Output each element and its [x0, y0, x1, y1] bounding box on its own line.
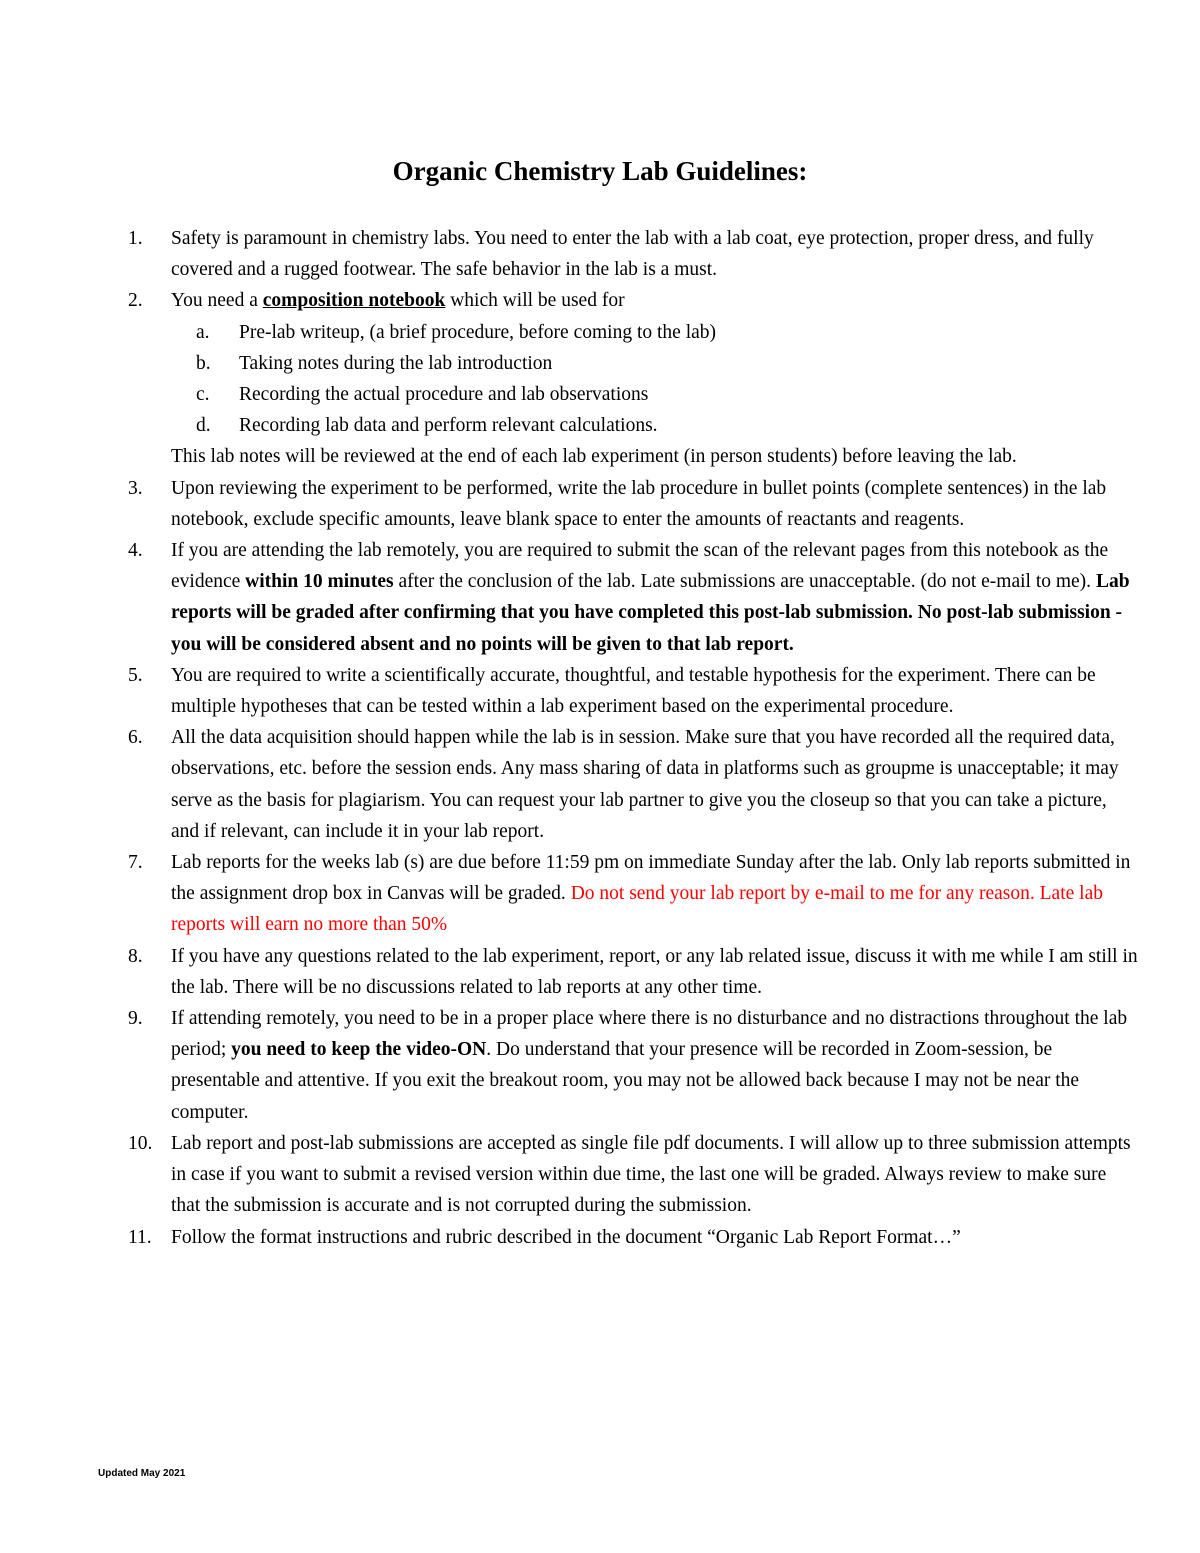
within-10-minutes-emphasis: within 10 minutes — [245, 571, 394, 593]
sub-item-text: Taking notes during the lab introduction — [239, 352, 553, 374]
list-item-5 — [128, 660, 1138, 722]
item-number: 4. — [128, 540, 143, 562]
sub-item-b — [196, 348, 1138, 379]
item-body — [171, 285, 1138, 472]
list-item-6 — [128, 722, 1138, 847]
sub-item-letter: a. — [196, 321, 210, 343]
sub-item-text: Recording lab data and perform relevant calculations. — [239, 415, 658, 437]
item-number: 6. — [128, 727, 143, 749]
item-text — [171, 285, 1138, 316]
list-item-9 — [128, 1003, 1138, 1128]
item-number: 11. — [128, 1226, 152, 1248]
sub-item-a — [196, 317, 1138, 348]
sub-item-letter: b. — [196, 352, 211, 374]
sub-item-d — [196, 410, 1138, 441]
item-body — [171, 1003, 1138, 1128]
item-text: All the data acquisition should happen while the lab is in session. Make sure that you have recorded all the required data, observations, etc. before the session ends. Any mass sharing of data in platforms such as groupme is unacceptable; it may serve as the basis for plagiarism. You can request your lab partner to give you the closeup so that you can take a picture, and if relevant, can include it in your lab report. — [171, 727, 1119, 842]
item-number: 1. — [128, 228, 143, 249]
late-policy-warning: Do not send your lab report by e-mail to me for any reason. Late lab reports will earn no more than 50% — [171, 883, 1103, 936]
item-text: You are required to write a scientifically accurate, thoughtful, and testable hypothesis for the experiment. There can be multiple hypotheses that can be tested within a lab experiment based on the experimental procedure. — [171, 664, 1096, 718]
grading-warning-emphasis: Lab reports will be graded after confirming that you have completed this post-lab submission. No post-lab submission - you will be considered absent and no points will be given to that lab report. — [171, 571, 1130, 655]
item-body — [171, 847, 1138, 941]
list-item-11 — [128, 1222, 1138, 1253]
composition-notebook-emphasis: composition notebook — [262, 290, 446, 312]
page-title: Organic Chemistry Lab Guidelines: — [392, 156, 808, 186]
item-note: This lab notes will be reviewed at the end of each lab experiment (in person students) before leaving the lab. — [171, 446, 1017, 468]
item-text-c: . Do understand that your presence will be recorded in Zoom-session, be presentable and attentive. If you exit the breakout room, you may not be allowed back because I may not be near the computer. — [171, 1039, 1080, 1123]
item-text: If you have any questions related to the lab experiment, report, or any lab related issue, discuss it with me while I am still in the lab. There will be no discussions related to lab reports at any other time. — [171, 945, 1138, 998]
list-item-2 — [128, 285, 1138, 472]
video-on-emphasis: you need to keep the video-ON — [231, 1039, 487, 1061]
item-text-a: If you are attending the lab remotely, you are required to submit the scan of the relevant pages from this notebook as the evidence — [171, 540, 1109, 593]
item-number: 7. — [128, 852, 143, 874]
list-item-4 — [128, 535, 1138, 660]
item-text: Lab reports for the weeks lab (s) are due before 11:59 pm on immediate Sunday after the lab. Only lab reports submitted in the assignment drop box in Canvas will be graded. — [171, 852, 1131, 905]
item-body — [171, 535, 1138, 660]
item-text-c: after the conclusion of the lab. Late submissions are unacceptable. (do not e-mail to me). — [393, 571, 1096, 593]
item-text-pre: You need a — [171, 290, 263, 312]
item-number: 2. — [128, 290, 143, 312]
item-text-post: which will be used for — [445, 290, 625, 312]
item-number: 9. — [128, 1008, 143, 1030]
item-number: 8. — [128, 945, 143, 967]
guidelines-list — [128, 223, 1138, 1253]
sub-item-c — [196, 379, 1138, 410]
list-item-8 — [128, 941, 1138, 1003]
sub-item-text: Pre-lab writeup, (a brief procedure, before coming to the lab) — [239, 321, 717, 343]
item-number: 10. — [128, 1132, 153, 1154]
updated-footer: Updated May 2021 — [98, 1468, 186, 1479]
sublist — [196, 317, 1138, 442]
item-number: 5. — [128, 664, 143, 686]
item-text: Upon reviewing the experiment to be performed, write the lab procedure in bullet points (complete sentences) in the lab notebook, exclude specific amounts, leave blank space to enter the amounts of reactants and reagents. — [171, 477, 1107, 530]
sub-item-text: Recording the actual procedure and lab observations — [239, 384, 649, 406]
list-item-7 — [128, 847, 1138, 941]
list-item-3 — [128, 473, 1138, 535]
sub-item-letter: c. — [196, 384, 210, 406]
sub-item-letter: d. — [196, 415, 211, 437]
item-text: Lab report and post-lab submissions are accepted as single file pdf documents. I will allow up to three submission attempts in case if you want to submit a revised version within due time, the last one will be graded. Always review to make sure that the submission is accurate and is not corrupted during the submission. — [171, 1132, 1131, 1217]
item-text: Follow the format instructions and rubric described in the document “Organic Lab Report Format…” — [171, 1226, 961, 1248]
list-item-1 — [128, 223, 1138, 285]
item-text-a: If attending remotely, you need to be in a proper place where there is no disturbance and no distractions throughout the lab period; — [171, 1008, 1128, 1061]
item-text: Safety is paramount in chemistry labs. You need to enter the lab with a lab coat, eye protection, proper dress, and fully covered and a rugged footwear. The safe behavior in the lab is a must. — [171, 228, 1094, 281]
item-number: 3. — [128, 477, 143, 499]
list-item-10 — [128, 1128, 1138, 1222]
